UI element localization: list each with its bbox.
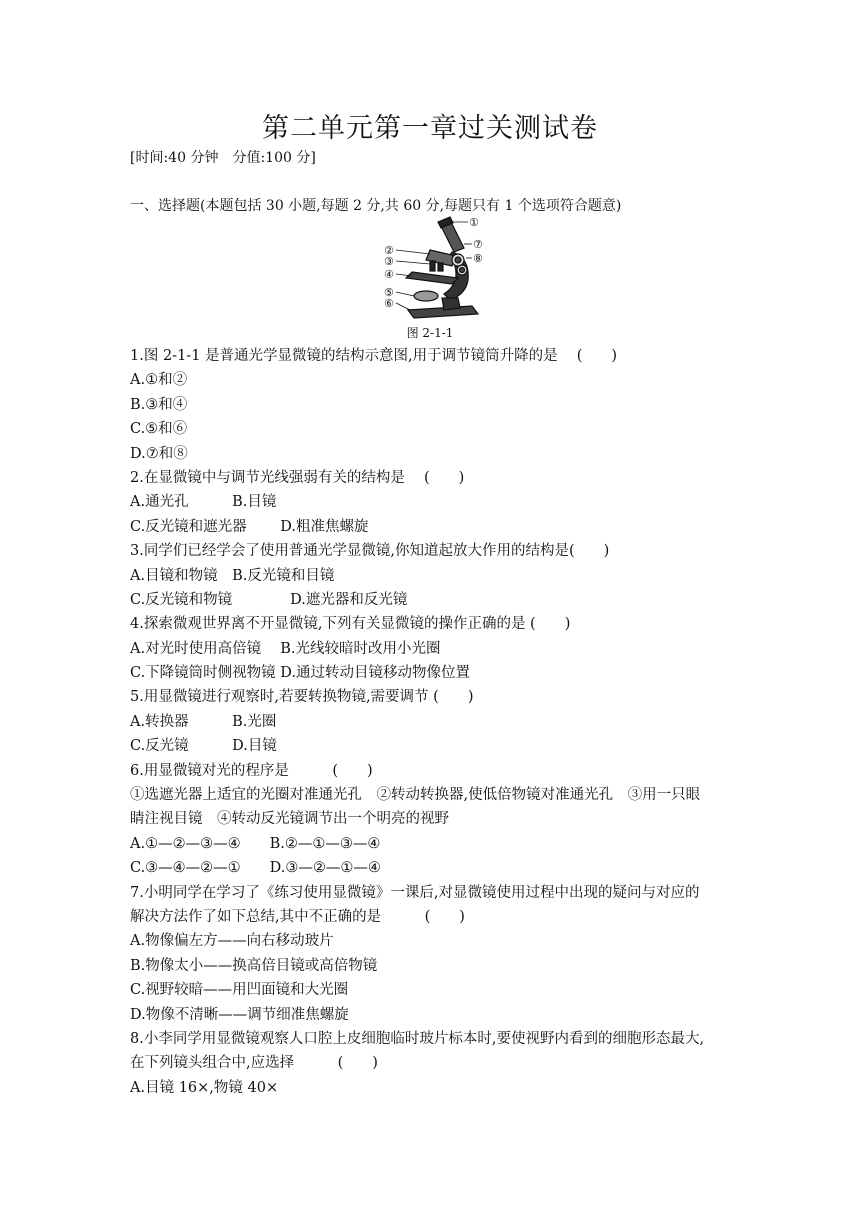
question-line: C.反光镜和遮光器 D.粗准焦螺旋 xyxy=(130,518,369,535)
label-7: ⑦ xyxy=(473,238,483,251)
question-line: D.⑦和⑧ xyxy=(130,445,188,462)
question-line: C.③—④—②—① D.③—②—①—④ xyxy=(130,860,381,877)
question-line: 解决方法作了如下总结,其中不正确的是 ( ) xyxy=(130,908,465,925)
question-line: A.转换器 B.光圈 xyxy=(130,713,277,730)
label-8: ⑧ xyxy=(473,252,483,265)
question-line: A.①—②—③—④ B.②—①—③—④ xyxy=(130,835,381,852)
question-line: D.物像不清晰——调节细准焦螺旋 xyxy=(130,1006,349,1023)
question-line: 在下列镜头组合中,应选择 ( ) xyxy=(130,1055,378,1072)
label-3: ③ xyxy=(384,255,394,268)
question-line: 2.在显微镜中与调节光线强弱有关的结构是 ( ) xyxy=(130,469,465,486)
label-1: ① xyxy=(469,216,479,229)
exam-meta: [时间:40 分钟 分值:100 分] xyxy=(130,150,316,166)
question-line: 3.同学们已经学会了使用普通光学显微镜,你知道起放大作用的结构是( ) xyxy=(130,543,610,560)
section-heading: 一、选择题(本题包括 30 小题,每题 2 分,共 60 分,每题只有 1 个选项符合题意) xyxy=(130,198,622,214)
question-list xyxy=(130,344,730,1100)
question-line: A.①和② xyxy=(130,372,188,389)
question-line: A.通光孔 B.目镜 xyxy=(130,494,277,511)
label-6: ⑥ xyxy=(384,297,394,310)
label-4: ④ xyxy=(384,268,394,281)
question-line: 睛注视目镜 ④转动反光镜调节出一个明亮的视野 xyxy=(130,811,449,828)
label-2: ② xyxy=(384,244,394,257)
label-5: ⑤ xyxy=(384,286,394,299)
question-line: C.⑤和⑥ xyxy=(130,421,188,438)
question-line: B.③和④ xyxy=(130,396,188,413)
figure-caption: 图 2-1-1 xyxy=(406,326,454,340)
question-line: A.对光时使用高倍镜 B.光线较暗时改用小光圈 xyxy=(130,640,441,657)
question-line: 1.图 2-1-1 是普通光学显微镜的结构示意图,用于调节镜筒升降的是 ( ) xyxy=(130,348,618,364)
question-line: C.下降镜筒时侧视物镜 D.通过转动目镜移动物像位置 xyxy=(130,665,471,682)
question-line: 7.小明同学在学习了《练习使用显微镜》一课后,对显微镜使用过程中出现的疑问与对应的 xyxy=(130,884,700,901)
page-title: 第二单元第一章过关测试卷 xyxy=(262,113,598,144)
question-line: 4.探索微观世界离不开显微镜,下列有关显微镜的操作正确的是 ( ) xyxy=(130,616,571,633)
microscope-diagram xyxy=(378,214,490,324)
question-line: A.目镜 16×,物镜 40× xyxy=(130,1079,279,1096)
question-line: C.视野较暗——用凹面镜和大光圈 xyxy=(130,982,349,999)
question-line: C.反光镜 D.目镜 xyxy=(130,738,277,755)
question-line: ①选遮光器上适宜的光圈对准通光孔 ②转动转换器,使低倍物镜对准通光孔 ③用一只眼 xyxy=(130,787,701,804)
question-line: A.物像偏左方——向右移动玻片 xyxy=(130,933,334,950)
question-line: 8.小李同学用显微镜观察人口腔上皮细胞临时玻片标本时,要使视野内看到的细胞形态最大, xyxy=(130,1030,705,1047)
question-line: B.物像太小——换高倍目镜或高倍物镜 xyxy=(130,957,378,974)
question-line: 6.用显微镜对光的程序是 ( ) xyxy=(130,762,373,779)
question-line: A.目镜和物镜 B.反光镜和目镜 xyxy=(130,567,335,584)
question-line: C.反光镜和物镜 D.遮光器和反光镜 xyxy=(130,591,408,608)
question-line: 5.用显微镜进行观察时,若要转换物镜,需要调节 ( ) xyxy=(130,689,474,706)
